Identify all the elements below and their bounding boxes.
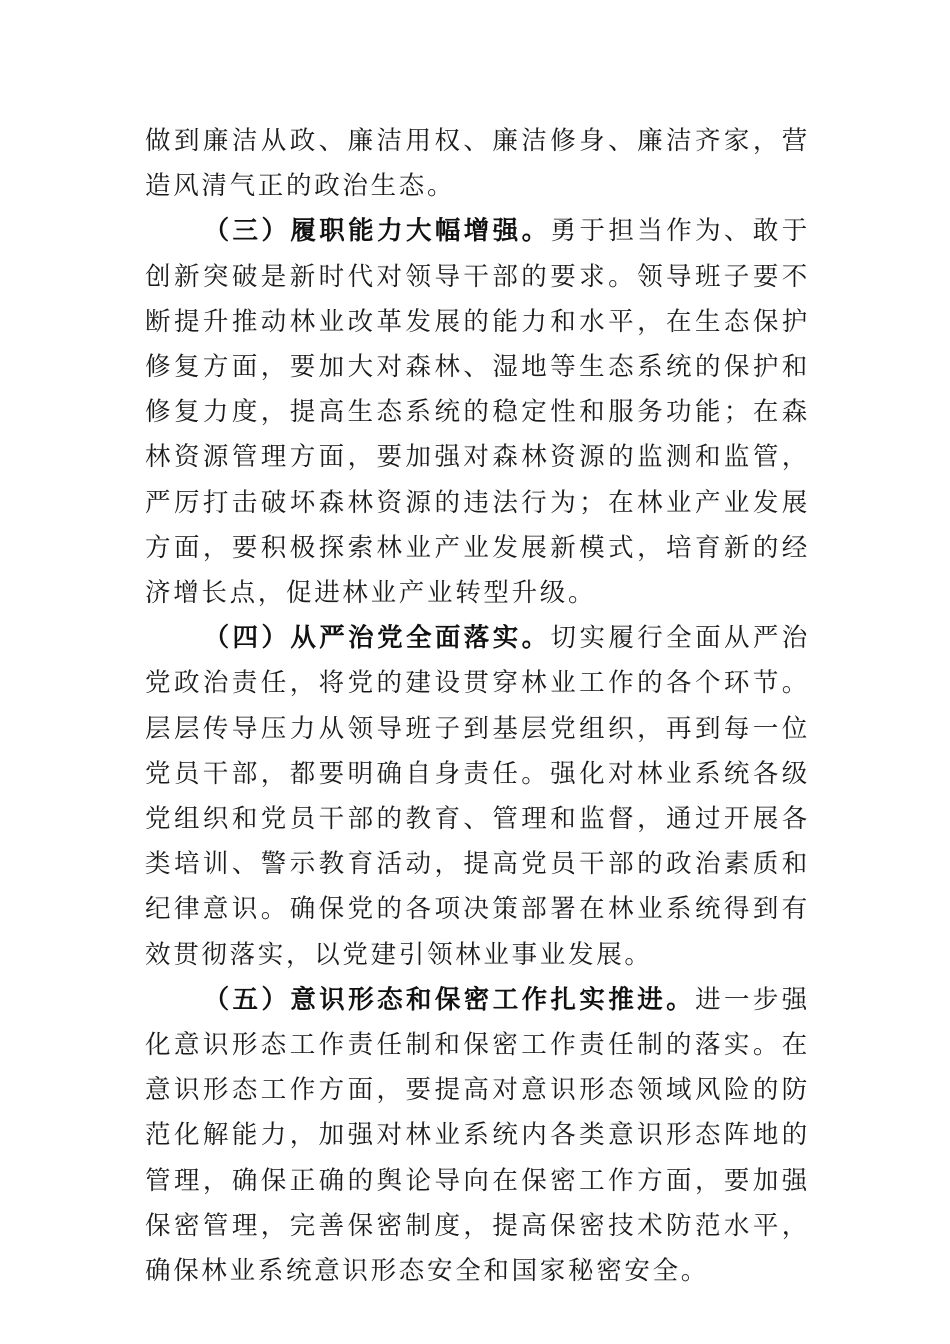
paragraph-continuation [145,119,810,209]
paragraph-section-3 [145,209,810,616]
paragraph-body: 做到廉洁从政、廉洁用权、廉洁修身、廉洁齐家，营造风清气正的政治生态。 [145,126,810,202]
section-heading: （四）从严治党全面落实。 [203,623,551,654]
section-heading: （五）意识形态和保密工作扎实推进。 [203,984,696,1015]
paragraph-section-4 [145,616,810,978]
paragraph-section-5 [145,978,810,1294]
document-body [145,119,810,1294]
section-heading: （三）履职能力大幅增强。 [203,216,551,247]
paragraph-body: 切实履行全面从严治党政治责任，将党的建设贯穿林业工作的各个环节。层层传导压力从领导班子到基层党组织，再到每一位党员干部，都要明确自身责任。强化对林业系统各级党组织和党员干部的教育、管理和监督，通过开展各类培训、警示教育活动，提高党员干部的政治素质和纪律意识。确保党的各项决策部署在林业系统得到有效贯彻落实，以党建引领林业事业发展。 [145,623,810,970]
paragraph-body: 勇于担当作为、敢于创新突破是新时代对领导干部的要求。领导班子要不断提升推动林业改革发展的能力和水平，在生态保护修复方面，要加大对森林、湿地等生态系统的保护和修复力度，提高生态系统的稳定性和服务功能；在森林资源管理方面，要加强对森林资源的监测和监管，严厉打击破坏森林资源的违法行为；在林业产业发展方面，要积极探索林业产业发展新模式，培育新的经济增长点，促进林业产业转型升级。 [145,216,810,609]
paragraph-body: 进一步强化意识形态工作责任制和保密工作责任制的落实。在意识形态工作方面，要提高对意识形态领域风险的防范化解能力，加强对林业系统内各类意识形态阵地的管理，确保正确的舆论导向在保密工作方面，要加强保密管理，完善保密制度，提高保密技术防范水平，确保林业系统意识形态安全和国家秘密安全。 [145,984,810,1287]
